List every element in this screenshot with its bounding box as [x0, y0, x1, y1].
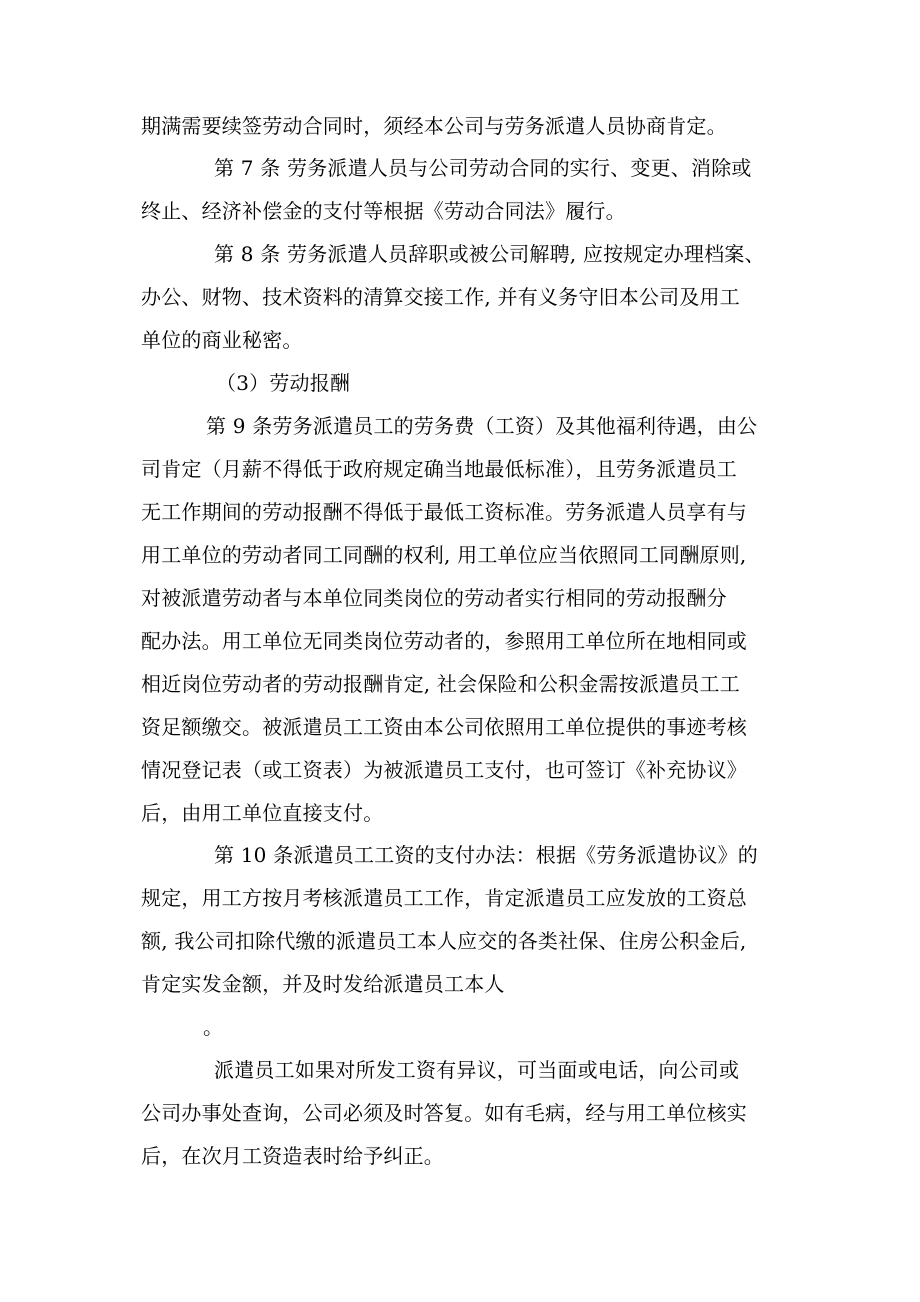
paragraph-line: 后，在次月工资造表时给予纠正。 [141, 1144, 444, 1168]
article-8-line: 第 8 条 劳务派遣人员辞职或被公司解聘, 应按规定办理档案、 [214, 242, 765, 266]
article-10-line: 第 10 条派遣员工工资的支付办法：根据《劳务派遣协议》的 [214, 843, 758, 867]
paragraph-line: 相近岗位劳动者的劳动报酬肯定, 社会保险和公积金需按派遣员工工 [141, 672, 740, 696]
paragraph-line: 规定，用工方按月考核派遣员工工作，肯定派遣员工应发放的工资总 [141, 886, 747, 910]
paragraph-line: 办公、财物、技术资料的清算交接工作, 并有义务守旧本公司及用工 [141, 285, 740, 309]
paragraph-line: 单位的商业秘密。 [141, 328, 303, 352]
paragraph-line: 配办法。用工单位无同类岗位劳动者的，参照用工单位所在地相同或 [141, 629, 747, 653]
period-mark: 。 [203, 1015, 224, 1039]
paragraph-line: 无工作期间的劳动报酬不得低于最低工资标准。劳务派遣人员享有与 [141, 500, 747, 524]
paragraph-line: 对被派遣劳动者与本单位同类岗位的劳动者实行相同的劳动报酬分 [141, 586, 727, 610]
paragraph-line: 用工单位的劳动者同工同酬的权利, 用工单位应当依照同工同酬原则, [141, 543, 747, 567]
paragraph-line: 情况登记表（或工资表）为被派遣员工支付，也可签订《补充协议》 [141, 758, 747, 782]
article-9-line: 第 9 条劳务派遣员工的劳务费（工资）及其他福利待遇，由公 [206, 414, 758, 438]
paragraph-line: 资足额缴交。被派遣员工工资由本公司依照用工单位提供的事迹考核 [141, 715, 747, 739]
objection-paragraph-line: 派遣员工如果对所发工资有异议，可当面或电话，向公司或 [214, 1058, 740, 1082]
article-7-line: 第 7 条 劳务派遣人员与公司劳动合同的实行、变更、消除或 [214, 156, 752, 180]
paragraph-line: 终止、经济补偿金的支付等根据《劳动合同法》履行。 [141, 199, 626, 223]
paragraph-line: 期满需要续签劳动合同时，须经本公司与劳务派遣人员协商肯定。 [141, 114, 727, 138]
section-heading: （3）劳动报酬 [216, 371, 351, 395]
paragraph-line: 公司办事处查询，公司必须及时答复。如有毛病，经与用工单位核实 [141, 1101, 747, 1125]
paragraph-line: 肯定实发金额，并及时发给派遣员工本人 [141, 972, 505, 996]
paragraph-line: 后，由用工单位直接支付。 [141, 801, 384, 825]
paragraph-line: 司肯定（月薪不得低于政府规定确当地最低标准），且劳务派遣员工 [141, 457, 737, 481]
paragraph-line: 额, 我公司扣除代缴的派遣员工本人应交的各类社保、住房公积金后, [141, 929, 747, 953]
